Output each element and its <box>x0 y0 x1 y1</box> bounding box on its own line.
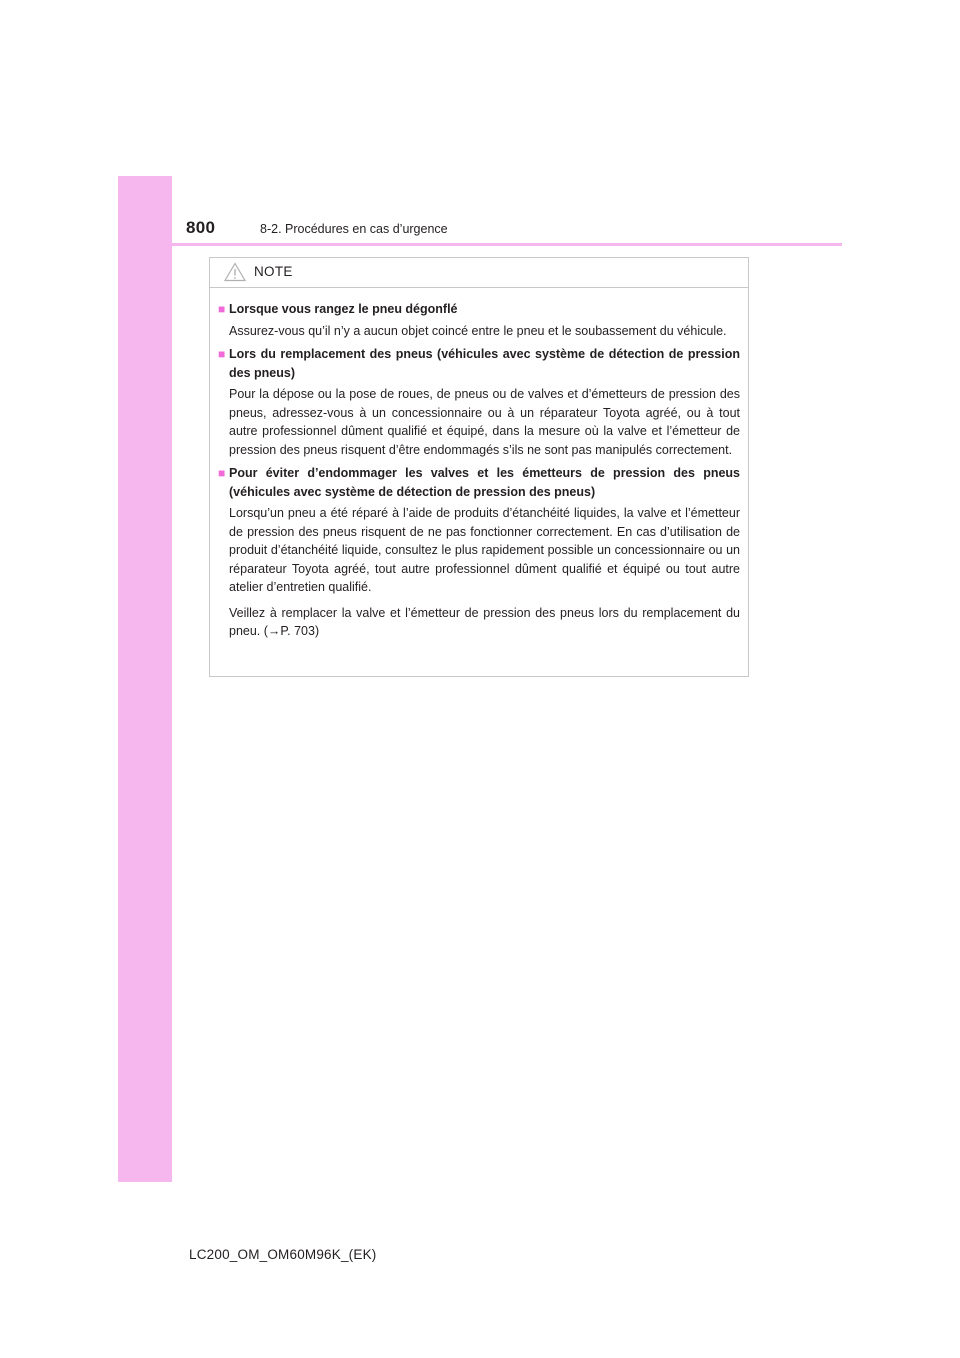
note-box <box>209 257 749 677</box>
note-item <box>218 300 740 340</box>
note-item-heading-text: Lorsque vous rangez le pneu dégonflé <box>229 302 458 316</box>
note-item-heading <box>218 345 740 382</box>
warning-triangle-icon <box>224 262 246 282</box>
chapter-side-band <box>118 176 172 1182</box>
square-bullet-icon: ■ <box>218 466 226 480</box>
note-item <box>218 464 740 641</box>
note-item-heading-text: Lors du remplacement des pneus (véhicules avec système de détection de pression des pneus) <box>229 347 740 380</box>
note-header <box>210 258 748 288</box>
document-code: LC200_OM_OM60M96K_(EK) <box>189 1247 377 1262</box>
note-title: NOTE <box>254 264 293 279</box>
note-item-heading <box>218 300 740 319</box>
square-bullet-icon: ■ <box>218 302 226 316</box>
note-paragraph: Veillez à remplacer la valve et l’émetteur de pression des pneus lors du remplacement du pneu. (→P. 703) <box>229 605 740 638</box>
note-body <box>210 288 748 641</box>
page-number: 800 <box>186 218 216 237</box>
note-paragraph: Assurez-vous qu’il n’y a aucun objet coincé entre le pneu et le soubassement du véhicule. <box>229 323 727 338</box>
square-bullet-icon: ■ <box>218 347 226 361</box>
section-title: 8-2. Procédures en cas d’urgence <box>260 222 448 236</box>
header-rule <box>118 243 842 246</box>
note-item-heading <box>218 464 740 501</box>
note-item <box>218 345 740 459</box>
note-paragraph: Lorsqu’un pneu a été réparé à l’aide de produits d’étanchéité liquides, la valve et l’émetteur de pression des pneus risquent de ne pas fonctionner correctement. En cas d’utilisation de produit d’étanchéité liquide, consultez le plus rapidement possible un concessionnaire ou un réparateur Toyota agréé, tout autre professionnel dûment qualifié et équipé ou tout autre atelier d’entretien qualifié. <box>229 506 740 594</box>
note-paragraph: Pour la dépose ou la pose de roues, de pneus ou de valves et d’émetteurs de pression des pneus, adressez-vous à un concessionnaire ou à un réparateur Toyota agréé, ou à tout autre professionnel dûment qualifié et équipé, dans la mesure où la valve et l’émetteur de pression des pneus risquent d’être endommagés s’ils ne sont pas manipulés correctement. <box>229 387 740 457</box>
note-item-heading-text: Pour éviter d’endommager les valves et les émetteurs de pression des pneus (véhicules avec système de détection de pression des pneus) <box>229 466 740 499</box>
